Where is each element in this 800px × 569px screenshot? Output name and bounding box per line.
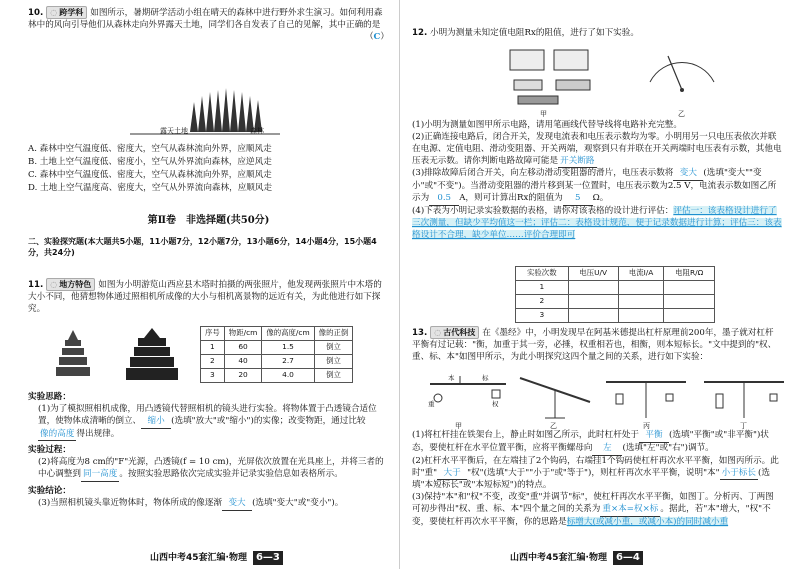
q13-step-2 bbox=[412, 456, 782, 493]
q11-step-1-mid: (选填"放大"或"缩小")的实像；改变物距，通过比较 bbox=[171, 415, 366, 426]
pagoda-small-tier-4 bbox=[56, 367, 90, 376]
q13-fig-label-quan: 权 bbox=[492, 400, 499, 408]
q11-step-1 bbox=[28, 404, 389, 442]
rheostat-box bbox=[556, 80, 590, 90]
q12-th-0: 实验次数 bbox=[516, 267, 569, 281]
q13-fig-label-jia: 甲 bbox=[455, 422, 462, 430]
tree-4 bbox=[214, 90, 222, 132]
left-footer-title: 山西中考45套汇编·物理 bbox=[150, 552, 247, 563]
q12-th-3: 电阻R/Ω bbox=[664, 267, 715, 281]
q11-body bbox=[28, 392, 389, 511]
table-row bbox=[201, 369, 353, 383]
q12-step-4-text: (4)下表为小明记录实验数据的表格，请你对该表格的设计进行评估： bbox=[412, 206, 674, 217]
q11-step-1-text: (1)为了模拟照相机成像，用凸透镜代替照相机的镜头进行实验。将物体置于凸透镜合适位置，使物体成清晰的倒立、 bbox=[38, 403, 377, 426]
table-cell: 2 bbox=[201, 355, 225, 369]
pagoda-small-tier-2 bbox=[62, 348, 84, 355]
right-page-number: 6—4 bbox=[613, 551, 643, 565]
question-12 bbox=[412, 28, 782, 40]
q12-step-3-text: (3)排除故障后闭合开关，向左移动滑动变阻器的滑片，电压表示数将 bbox=[412, 168, 674, 179]
pagoda-small-tier-1 bbox=[65, 340, 81, 346]
left-footer bbox=[150, 551, 283, 565]
q13-step-2-text: (2)杠杆水平平衡后，在左端挂了2个钩码，右端挂1个钩码使杠杆再次水平平衡，如图丙所示。此时"重" bbox=[412, 455, 779, 478]
q11-step-2 bbox=[28, 457, 389, 482]
pagoda-large bbox=[126, 328, 178, 380]
lever-bing-weight-right bbox=[666, 394, 673, 401]
q13-fig-label-ding: 丁 bbox=[740, 422, 747, 430]
tree-3 bbox=[206, 92, 214, 132]
q13-step-3-mid: 。据此，若"本"增大，"权"不变，要使杠杆再次水平平衡，你的思路是 bbox=[412, 504, 771, 528]
table-row bbox=[516, 295, 715, 309]
tree-6 bbox=[230, 90, 238, 132]
q12-fig-label-yi: 乙 bbox=[678, 110, 685, 118]
resistor-box bbox=[514, 80, 542, 90]
q11-th-2: 像的高度/cm bbox=[262, 327, 314, 341]
table-cell bbox=[664, 281, 715, 295]
right-page bbox=[400, 0, 800, 569]
q12-step-3-answer-3: 5 bbox=[563, 193, 593, 206]
right-footer bbox=[510, 551, 643, 565]
q10-option-b: B. 土地上空气温度低、密度小，空气从外界流向森林，应逆风走 bbox=[28, 156, 272, 167]
q11-tag: ◌ 地方特色 bbox=[46, 278, 95, 291]
q11-step-2-text: (2)将高度为8 cm的"F"光源，凸透镜(f = 10 cm)，光屏依次放置在光具座上，并将三者的中心调整到 bbox=[38, 457, 384, 480]
table-cell bbox=[664, 309, 715, 323]
table-cell: 3 bbox=[201, 369, 225, 383]
q12-step-2-text: (2)正确连接电路后，闭合开关，发现电流表和电压表示数均为零。小明用另一只电压表依次并联在电源、定值电阻、滑动变阻器、开关两端，观察到只有并联在开关两端时电压表有示数，其他电压表无示数。请你判断电路故障可能是 bbox=[412, 131, 782, 166]
q10-option-a: A. 森林中空气温度低、密度大，空气从森林流向外界，应顺风走 bbox=[28, 144, 272, 154]
q12-fig-label-jia: 甲 bbox=[540, 110, 547, 118]
question-11 bbox=[28, 278, 389, 316]
pagoda-large-tier-4 bbox=[126, 368, 178, 380]
left-page-number: 6—3 bbox=[253, 551, 283, 565]
q12-step-4-answer: 评估一：该表格设计进行了三次测量，但缺少平均值这一栏；评估二：表格设计规范，便于记录数据进行计算；评估三：该表格设计不合理，缺少单位……评价合理即可 bbox=[412, 206, 782, 240]
q13-body bbox=[412, 430, 782, 529]
tree-5 bbox=[222, 88, 230, 132]
table-cell: 1 bbox=[201, 341, 225, 355]
table-cell bbox=[618, 281, 664, 295]
battery-box bbox=[518, 96, 558, 104]
q13-step-3-answer: 重×本=权×标 bbox=[600, 504, 660, 517]
q12-step-3-answer: 变大 bbox=[673, 168, 703, 181]
q10-option-d: D. 土地上空气温度高、密度大，空气从外界流向森林，应顺风走 bbox=[28, 182, 273, 193]
table-cell: 4.0 bbox=[262, 369, 314, 383]
q13-step-3-answer-2: 标增大(或减小重，或减小本)的同时减小重 bbox=[566, 517, 729, 528]
q13-step-1-answer-2: 左 bbox=[592, 443, 622, 456]
q12-circuit-figure bbox=[500, 42, 720, 112]
q13-step-1-text: (1)将杠杆挂在铁架台上，静止时如图乙所示，此时杠杆处于 bbox=[412, 430, 640, 440]
trees-group bbox=[190, 88, 262, 132]
q12-step-3-end: A，则可计算出Rx的阻值为 bbox=[459, 193, 563, 204]
lever-fig-ding bbox=[704, 382, 784, 418]
q11-number: 11. bbox=[28, 280, 44, 290]
lever-bing-weight-left bbox=[616, 394, 623, 404]
q11-conclusion-title: 实验结论： bbox=[28, 486, 71, 497]
q12-th-2: 电流I/A bbox=[618, 267, 664, 281]
meter-arc bbox=[650, 62, 714, 82]
pagoda-large-tier-2 bbox=[134, 347, 170, 356]
q10-tag: ◌ 跨学科 bbox=[46, 6, 87, 19]
q10-answer-open: （ bbox=[364, 31, 374, 42]
tree-1 bbox=[190, 102, 198, 132]
lever-fig-bing bbox=[606, 382, 686, 418]
q13-step-2-answer: 大于 bbox=[437, 468, 467, 481]
table-cell bbox=[618, 295, 664, 309]
pagoda-large-tier-3 bbox=[130, 357, 174, 367]
table-cell: 1 bbox=[516, 281, 569, 295]
q12-number: 12. bbox=[412, 28, 428, 38]
q13-fig-label-ben: 本 bbox=[448, 374, 455, 382]
q11-th-1: 物距/cm bbox=[224, 327, 262, 341]
table-cell bbox=[618, 309, 664, 323]
q13-fig-label-zhong: 重 bbox=[428, 400, 435, 408]
q11-step-1-answer-2: 像的高度 bbox=[38, 429, 76, 442]
q13-step-2-answer-2: 小于标长 bbox=[720, 468, 758, 481]
q11-step-3-answer: 变大 bbox=[222, 498, 252, 511]
table-cell: 倒立 bbox=[314, 369, 353, 383]
q13-fig-label-bing: 丙 bbox=[643, 422, 650, 430]
q12-step-3 bbox=[412, 168, 782, 206]
q11-table-header bbox=[201, 327, 353, 341]
lever-ding-weight-right bbox=[770, 394, 777, 401]
part-two-heading: 二、实验探究题(本大题共5小题，11小题7分，12小题7分，13小题6分，14小题4分，15小题4分，共24分) bbox=[28, 237, 377, 258]
q12-table bbox=[515, 266, 715, 323]
q13-step-3-text: (3)保持"本"和"权"不变，改变"重"并调节"标"，使杠杆再次水平平衡，如图丁。分析丙、丁两图可初步得出"权、重、标、本"四个量之间的关系为 bbox=[412, 492, 774, 515]
table-cell: 1.5 bbox=[262, 341, 314, 355]
fig-label-forest: 森林 bbox=[250, 127, 264, 135]
table-cell: 20 bbox=[224, 369, 262, 383]
lever-fig-yi bbox=[520, 378, 590, 418]
table-cell: 倒立 bbox=[314, 355, 353, 369]
q11-step-3 bbox=[28, 498, 389, 511]
section-title: 第Ⅱ卷 非选择题(共50分) bbox=[147, 215, 270, 226]
q12-text: 小明为测量未知定值电阻Rx的阻值，进行了如下实验。 bbox=[429, 28, 639, 38]
q10-text: 如图所示，暑期研学活动小组在晴天的森林中进行野外求生演习。如何利用森林中的风向引导他们从森林走向外界露天土地，同学们各自发表了自己的见解，其中正确的是 bbox=[28, 8, 383, 30]
q13-step-1-end: (选填"左"或"右")调节。 bbox=[622, 442, 714, 453]
q13-step-1-answer: 平衡 bbox=[639, 430, 669, 443]
table-cell: 40 bbox=[224, 355, 262, 369]
table-cell bbox=[664, 295, 715, 309]
pagoda-large-tier-1 bbox=[138, 338, 166, 346]
q12-step-3-answer-2: 0.5 bbox=[429, 193, 459, 206]
q10-option-c: C. 森林中空气温度低、密度大，空气从森林流向外界，应顺风走 bbox=[28, 169, 272, 180]
q10-number: 10. bbox=[28, 8, 44, 18]
q13-number: 13. bbox=[412, 328, 428, 338]
pagoda-small-spire bbox=[68, 330, 78, 340]
table-cell bbox=[568, 309, 618, 323]
q12-step-1: (1)小明为测量如图甲所示电路，请用笔画线代替导线将电路补充完整。 bbox=[412, 120, 682, 130]
q11-table bbox=[200, 326, 353, 383]
q11-idea-title: 实验思路： bbox=[28, 392, 71, 402]
q11-step-2-answer: 同一高度 bbox=[81, 469, 119, 482]
q10-options bbox=[28, 144, 389, 194]
tree-2 bbox=[198, 96, 206, 132]
q12-step-2-answer: 开关断路 bbox=[558, 156, 596, 169]
tree-7 bbox=[238, 92, 246, 132]
q13-fig-label-yi: 乙 bbox=[550, 422, 557, 430]
q11-step-3-text: (3)当照相机镜头靠近物体时，物体所成的像逐渐 bbox=[38, 497, 223, 508]
q12-th-1: 电压U/V bbox=[568, 267, 618, 281]
q11-process-title: 实验过程： bbox=[28, 445, 71, 456]
table-row bbox=[201, 355, 353, 369]
q12-step-3-unit: Ω。 bbox=[592, 193, 609, 204]
pagoda-photos bbox=[40, 328, 190, 386]
pagoda-small-tier-3 bbox=[59, 357, 87, 365]
meter-pivot bbox=[680, 88, 684, 92]
q13-fig-label-biao: 标 bbox=[482, 374, 489, 382]
q11-step-1-end: 得出规律。 bbox=[76, 428, 120, 439]
table-row bbox=[516, 309, 715, 323]
lever-jia-counterweight bbox=[492, 390, 500, 398]
q12-body bbox=[412, 120, 782, 242]
pagoda-large-spire bbox=[144, 328, 160, 338]
q12-table-header bbox=[516, 267, 715, 281]
q12-step-4 bbox=[412, 206, 782, 242]
fig-label-open-land: 露天土地 bbox=[160, 127, 188, 135]
right-footer-title: 山西中考45套汇编·物理 bbox=[510, 552, 607, 563]
question-13 bbox=[412, 326, 782, 364]
q10-answer-close: ） bbox=[380, 31, 389, 42]
q10-answer: C bbox=[373, 31, 381, 42]
q11-step-2-end: 。按照实验思路依次完成实验并记录实验信息如表格所示。 bbox=[119, 469, 343, 480]
table-cell: 60 bbox=[224, 341, 262, 355]
q13-step-1 bbox=[412, 430, 782, 456]
q13-step-2-mid: "权"(选填"大于""小于"或"等于")，则杠杆再次水平平衡，说明"本" bbox=[467, 467, 720, 478]
q11-step-3-end: (选填"变大"或"变小")。 bbox=[252, 497, 344, 508]
table-cell bbox=[568, 295, 618, 309]
question-10 bbox=[28, 6, 389, 44]
lever-ding-weight-left bbox=[716, 394, 723, 408]
q13-step-2-end: (选填"本短标长"或"本短标短")的特点。 bbox=[412, 467, 770, 491]
q13-tag: ◌ 古代科技 bbox=[430, 326, 479, 339]
pagoda-small bbox=[56, 330, 90, 376]
q12-step-3-mid: (选填"变大""变小"或"不变")。当滑动变阻器的滑片移到某一位置时，电压表示数为2.5 V，电流表示数如图乙所示为 bbox=[412, 168, 777, 204]
lever-fig-jia bbox=[430, 376, 506, 402]
q11-th-0: 序号 bbox=[201, 327, 225, 341]
lever-jia-weight bbox=[434, 394, 442, 402]
table-cell bbox=[568, 281, 618, 295]
q11-step-1-answer: 缩小 bbox=[141, 416, 171, 429]
q13-step-1-mid: (选填"平衡"或"非平衡")状态，要使杠杆在水平位置平衡，应将平衡螺母向 bbox=[412, 430, 769, 453]
q10-answer-box bbox=[365, 32, 389, 44]
ammeter-box bbox=[510, 50, 544, 70]
table-row bbox=[516, 281, 715, 295]
q13-text: 在《墨经》中，小明发现早在阿基米德提出杠杆原理前200年，墨子就对杠杆平衡有过记载："衡，加重于其一旁，必捶，权重相若也，相衡，则本短标长。"文中提到的"权、重、标、本"如图甲所示，为此小明探究这四个量之间的关系，进行如下实验： bbox=[412, 328, 777, 362]
table-cell: 3 bbox=[516, 309, 569, 323]
q11-text: 如图为小明游览山西应县木塔时拍摄的两张照片，他发现两张照片中木塔的大小不同，他猜想物体通过照相机所成像的大小与相机离景物的远近有关，为此他进行如下探究。 bbox=[28, 280, 382, 314]
table-cell: 倒立 bbox=[314, 341, 353, 355]
voltmeter-box bbox=[554, 50, 588, 70]
q13-step-3 bbox=[412, 492, 782, 529]
table-cell: 2.7 bbox=[262, 355, 314, 369]
q11-th-3: 像的正倒 bbox=[314, 327, 353, 341]
meter-needle bbox=[668, 56, 682, 90]
q12-step-2 bbox=[412, 132, 782, 169]
table-cell: 2 bbox=[516, 295, 569, 309]
table-row bbox=[201, 341, 353, 355]
q13-lever-figures bbox=[420, 372, 790, 424]
